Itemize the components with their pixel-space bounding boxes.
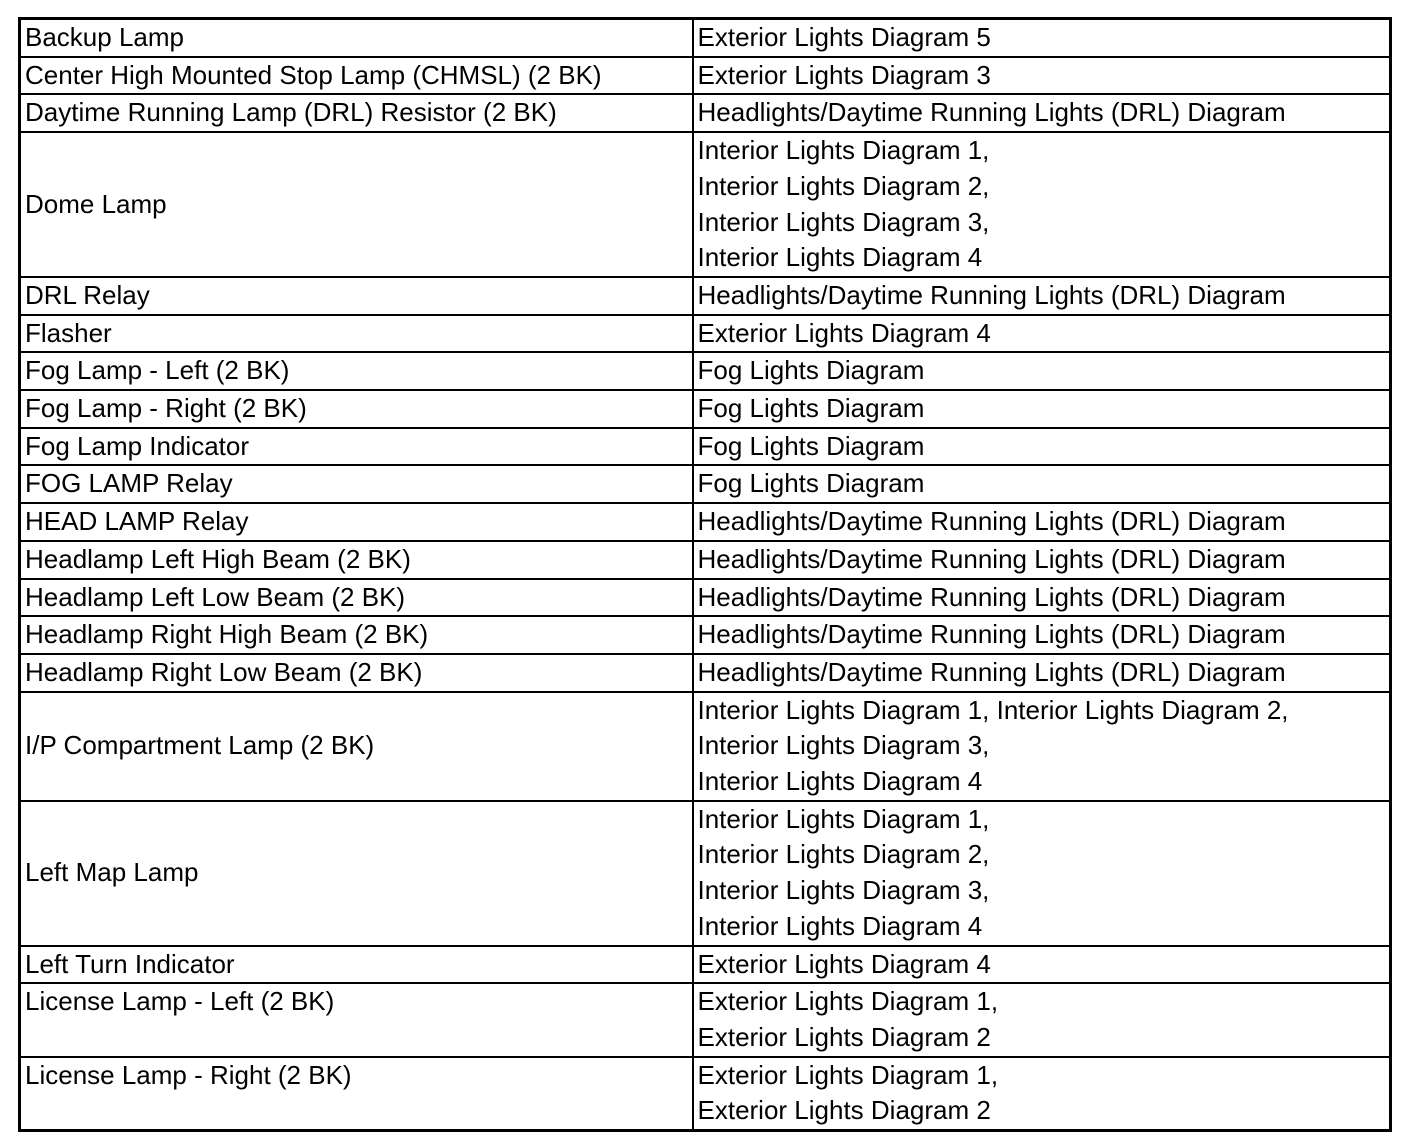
component-name-cell: DRL Relay xyxy=(20,277,693,315)
component-name-cell: License Lamp - Left (2 BK) xyxy=(20,983,693,1056)
diagram-reference: Exterior Lights Diagram 4 xyxy=(697,317,991,348)
diagram-reference: Headlights/Daytime Running Lights (DRL) Diagram xyxy=(697,506,1286,537)
component-name-cell: Backup Lamp xyxy=(20,19,693,57)
diagram-reference-cell xyxy=(693,541,1391,579)
component-name-cell: License Lamp - Right (2 BK) xyxy=(20,1057,693,1131)
table-row xyxy=(20,465,1391,503)
diagram-reference: Fog Lights Diagram xyxy=(697,468,925,499)
component-name-cell: Fog Lamp - Left (2 BK) xyxy=(20,352,693,390)
diagram-reference: Headlights/Daytime Running Lights (DRL) Diagram xyxy=(697,279,1286,310)
diagram-reference: Fog Lights Diagram xyxy=(697,430,925,461)
diagram-reference-cell xyxy=(693,1057,1391,1131)
diagram-reference: Interior Lights Diagram 3, xyxy=(697,875,990,906)
diagram-reference: Interior Lights Diagram 1, xyxy=(697,803,990,834)
component-name-cell: HEAD LAMP Relay xyxy=(20,503,693,541)
diagram-reference: Interior Lights Diagram 3, xyxy=(697,730,990,761)
table-row xyxy=(20,983,1391,1056)
diagram-reference-cell xyxy=(693,579,1391,617)
table-row xyxy=(20,541,1391,579)
diagram-reference-cell xyxy=(693,19,1391,57)
table-row xyxy=(20,616,1391,654)
diagram-reference-cell xyxy=(693,946,1391,984)
component-name-cell: Fog Lamp Indicator xyxy=(20,428,693,466)
component-name-cell: Left Turn Indicator xyxy=(20,946,693,984)
component-name-cell: Headlamp Left Low Beam (2 BK) xyxy=(20,579,693,617)
diagram-reference: Headlights/Daytime Running Lights (DRL) Diagram xyxy=(697,656,1286,687)
component-name-cell: Daytime Running Lamp (DRL) Resistor (2 BK) xyxy=(20,94,693,132)
table-row xyxy=(20,503,1391,541)
component-name-cell: Headlamp Left High Beam (2 BK) xyxy=(20,541,693,579)
diagram-reference-cell xyxy=(693,352,1391,390)
diagram-reference: Headlights/Daytime Running Lights (DRL) Diagram xyxy=(697,619,1286,650)
diagram-reference-cell xyxy=(693,390,1391,428)
diagram-reference: Interior Lights Diagram 2, xyxy=(697,839,990,870)
diagram-reference: Exterior Lights Diagram 2 xyxy=(697,1095,991,1126)
diagram-reference: Interior Lights Diagram 4 xyxy=(697,766,983,797)
component-diagram-table xyxy=(18,17,1392,1132)
table-row xyxy=(20,801,1391,946)
diagram-reference-cell xyxy=(693,983,1391,1056)
diagram-reference-cell xyxy=(693,428,1391,466)
table-row xyxy=(20,277,1391,315)
table-row xyxy=(20,1057,1391,1131)
component-name-cell: I/P Compartment Lamp (2 BK) xyxy=(20,692,693,801)
diagram-reference-cell xyxy=(693,277,1391,315)
diagram-reference: Exterior Lights Diagram 2 xyxy=(697,1021,991,1052)
diagram-reference: Exterior Lights Diagram 4 xyxy=(697,948,991,979)
diagram-reference-cell xyxy=(693,692,1391,801)
diagram-reference: Exterior Lights Diagram 1, xyxy=(697,986,999,1017)
diagram-reference: Exterior Lights Diagram 3 xyxy=(697,59,991,90)
component-name-cell: Fog Lamp - Right (2 BK) xyxy=(20,390,693,428)
table-row xyxy=(20,352,1391,390)
component-name-cell: Dome Lamp xyxy=(20,132,693,277)
diagram-reference: Interior Lights Diagram 4 xyxy=(697,910,983,941)
table-body xyxy=(20,19,1391,1131)
table-row xyxy=(20,428,1391,466)
diagram-reference-cell xyxy=(693,132,1391,277)
diagram-reference: Headlights/Daytime Running Lights (DRL) Diagram xyxy=(697,97,1286,128)
diagram-reference-cell xyxy=(693,616,1391,654)
diagram-reference-cell xyxy=(693,94,1391,132)
table-row xyxy=(20,946,1391,984)
diagram-reference: Interior Lights Diagram 1, xyxy=(697,135,990,166)
component-name-cell: FOG LAMP Relay xyxy=(20,465,693,503)
table-row xyxy=(20,654,1391,692)
table-row xyxy=(20,94,1391,132)
table-row xyxy=(20,579,1391,617)
diagram-reference: Interior Lights Diagram 4 xyxy=(697,242,983,273)
diagram-reference-cell xyxy=(693,465,1391,503)
component-name-cell: Center High Mounted Stop Lamp (CHMSL) (2 BK) xyxy=(20,57,693,95)
table-row xyxy=(20,315,1391,353)
diagram-reference-cell xyxy=(693,654,1391,692)
component-name-cell: Headlamp Right High Beam (2 BK) xyxy=(20,616,693,654)
table-row xyxy=(20,390,1391,428)
diagram-reference-cell xyxy=(693,801,1391,946)
diagram-reference: Interior Lights Diagram 2, xyxy=(697,170,990,201)
component-name-cell: Left Map Lamp xyxy=(20,801,693,946)
diagram-reference-cell xyxy=(693,315,1391,353)
diagram-reference: Headlights/Daytime Running Lights (DRL) Diagram xyxy=(697,581,1286,612)
component-name-cell: Flasher xyxy=(20,315,693,353)
diagram-reference: Exterior Lights Diagram 5 xyxy=(697,22,991,52)
table-row xyxy=(20,692,1391,801)
diagram-reference: Exterior Lights Diagram 1, xyxy=(697,1059,999,1090)
table-row xyxy=(20,132,1391,277)
table-row xyxy=(20,19,1391,57)
diagram-reference-cell xyxy=(693,503,1391,541)
table-row xyxy=(20,57,1391,95)
component-name-cell: Headlamp Right Low Beam (2 BK) xyxy=(20,654,693,692)
diagram-reference-cell xyxy=(693,57,1391,95)
diagram-reference: Interior Lights Diagram 1, Interior Lights Diagram 2, xyxy=(697,694,1289,725)
diagram-reference: Interior Lights Diagram 3, xyxy=(697,206,990,237)
diagram-reference: Headlights/Daytime Running Lights (DRL) Diagram xyxy=(697,543,1286,574)
diagram-reference: Fog Lights Diagram xyxy=(697,355,925,386)
diagram-reference: Fog Lights Diagram xyxy=(697,393,925,424)
